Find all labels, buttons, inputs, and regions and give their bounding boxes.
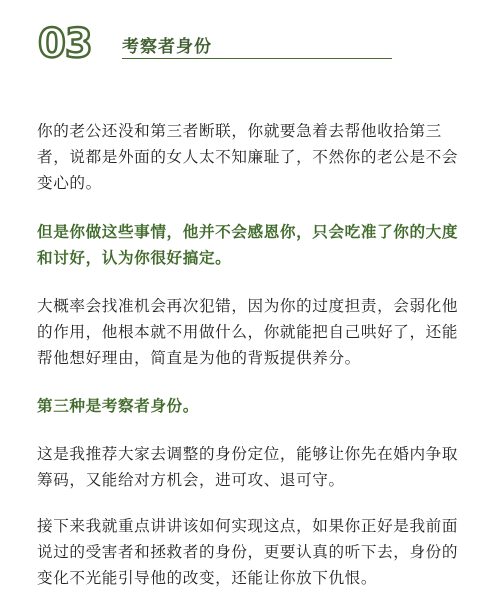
paragraph: 大概率会找准机会再次犯错，因为你的过度担责，会弱化他的作用，他根本就不用做什么，你就能把自己哄好了，还能帮他想好理由，简直是为他的背叛提供养分。 [37,297,459,367]
paragraph: 你的老公还没和第三者断联，你就要急着去帮他收拾第三者，说都是外面的女人太不知廉耻了，不然你的老公是不会变心的。 [37,122,459,192]
section-header [38,22,398,66]
header-divider [122,58,392,59]
section-title: 考察者身份 [122,37,212,57]
paragraph: 接下来我就重点讲讲该如何实现这点，如果你正好是我前面说过的受害者和拯救者的身份，更要认真的听下去，身份的变化不光能引导他的改变，还能让你放下仇恨。 [37,517,459,587]
paragraph: 这是我推荐大家去调整的身份定位，能够让你先在婚内争取筹码，又能给对方机会，进可攻、退可守。 [37,445,459,489]
article-body [37,118,467,611]
highlighted-paragraph: 第三种是考察者身份。 [37,397,199,415]
section-number: 03 [38,21,92,67]
highlighted-paragraph: 但是你做这些事情，他并不会感恩你，只会吃准了你的大度和讨好，认为你很好搞定。 [37,223,459,267]
